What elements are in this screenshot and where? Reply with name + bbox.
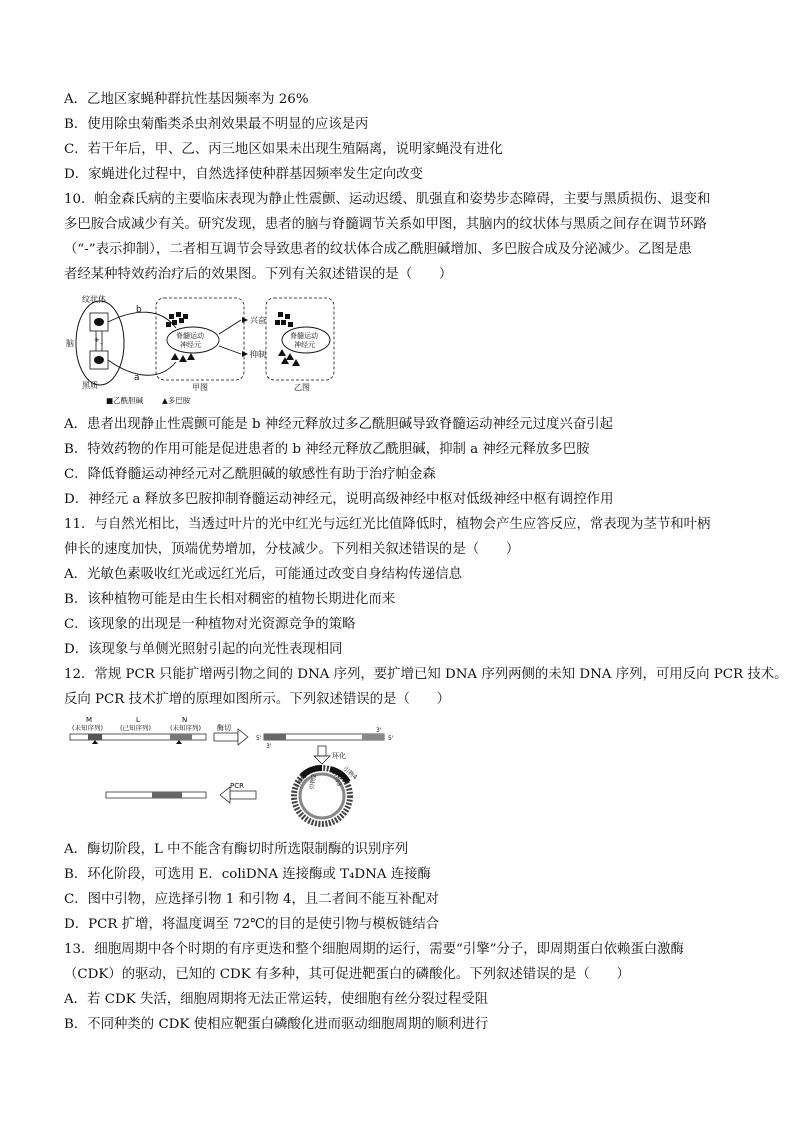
svg-text:5': 5' (388, 735, 394, 742)
option-12c: C．图中引物，应选择引物 1 和引物 4，且二者间不能互补配对 (64, 892, 439, 907)
option-10c: C．降低脊髓运动神经元对乙酰胆碱的敏感性有助于治疗帕金森 (64, 467, 436, 482)
nigra-label: 黑质 (82, 381, 98, 390)
m-sub: (未知序列) (72, 724, 104, 732)
question-13-line-2: （CDK）的驱动，已知的 CDK 有多种，其可促进靶蛋白的磷酸化。下列叙述错误的是（ ） (64, 967, 630, 982)
spinal-neuron-yi (282, 327, 330, 353)
neuron-a-label: a (134, 373, 140, 383)
legend-ach: ■乙酰胆碱 (106, 396, 144, 405)
question-12-line-1: 12．常规 PCR 只能扩增两引物之间的 DNA 序列，要扩增已知 DNA 序列两侧的未知 DNA 序列，可用反向 PCR 技术。 (64, 667, 788, 682)
fig-jia-label: 甲图 (192, 383, 208, 392)
spinal-neuron-jia-line1: 脊髓运动 (176, 332, 204, 340)
primer2-label: 引物2 (308, 773, 319, 791)
option-12b: B．环化阶段，可选用 E．coliDNA 连接酶或 T₄DNA 连接酶 (64, 867, 431, 882)
question-12-line-2: 反向 PCR 技术扩增的原理如图所示。下列叙述错误的是（ ） (64, 692, 451, 707)
option-9a: A．乙地区家蝇种群抗性基因频率为 26% (64, 92, 309, 107)
option-11d: D．该现象与单侧光照射引起的向光性表现相同 (64, 642, 343, 657)
spinal-neuron-jia (167, 327, 219, 353)
neuron-b-label: b (136, 305, 142, 315)
question-10-line-4: 者经某种特效药治疗后的效果图。下列有关叙述错误的是（ ） (64, 267, 453, 282)
spinal-neuron-yi-line1: 脊髓运动 (290, 332, 318, 340)
option-10b: B．特效药物的作用可能是促进患者的 b 神经元释放乙酰胆碱，抑制 a 神经元释放多巴胺 (64, 442, 590, 457)
l-sub: (已知序列) (120, 724, 152, 732)
option-11c: C．该现象的出现是一种植物对光资源竞争的策略 (64, 617, 356, 632)
question-10-line-3: （“-”表示抑制），二者相互调节会导致患者的纹状体合成乙酰胆碱增加、多巴胺合成及分泌减少。乙图是患 (64, 242, 692, 257)
option-13a: A．若 CDK 失活，细胞周期将无法正常运转，使细胞有丝分裂过程受阻 (64, 992, 489, 1007)
inverse-pcr-figure (66, 714, 406, 830)
spinal-neuron-yi-line2: 神经元 (294, 341, 315, 349)
svg-text:3': 3' (376, 727, 382, 734)
primer1-label: 引物1 (294, 772, 309, 791)
question-13-line-1: 13．细胞周期中各个时期的有序更迭和整个细胞周期的运行，需要“引擎”分子，即周期蛋白依赖蛋白激酶 (64, 942, 684, 957)
option-11a: A．光敏色素吸收红光或远红光后，可能通过改变自身结构传递信息 (64, 567, 462, 582)
option-12a: A．酶切阶段，L 中不能含有酶切时所选限制酶的识别序列 (64, 842, 409, 857)
question-10-line-1: 10．帕金森氏病的主要临床表现为静止性震颤、运动迟缓、肌强直和姿势步态障碍，主要与黑质损伤、退变和 (64, 192, 711, 207)
svg-text:3': 3' (266, 743, 272, 750)
m-label: M (86, 716, 93, 724)
question-11-line-2: 伸长的速度加快，顶端优势增加，分枝减少。下列相关叙述错误的是（ ） (64, 542, 520, 557)
option-10d: D．神经元 a 释放多巴胺抑制脊髓运动神经元，说明高级神经中枢对低级神经中枢有调控作用 (64, 492, 614, 507)
option-13b: B．不同种类的 CDK 使相应靶蛋白磷酸化进而驱动细胞周期的顺利进行 (64, 1017, 489, 1032)
svg-text:+: + (94, 336, 100, 344)
n-sub: (未知序列) (170, 724, 202, 732)
inhibit-label: 抑制 (250, 350, 266, 359)
option-10a: A．患者出现静止性震颤可能是 b 神经元释放过多乙酰胆碱导致脊髓运动神经元过度兴奋引起 (64, 417, 613, 432)
spinal-neuron-jia-line2: 神经元 (180, 341, 201, 349)
option-12d: D．PCR 扩增，将温度调至 72℃的目的是使引物与模板链结合 (64, 917, 440, 932)
question-11-line-1: 11．与自然光相比，当透过叶片的光中红光与远红光比值降低时，植物会产生应答反应，常表现为茎节和叶柄 (64, 517, 711, 532)
neuro-regulation-figure (66, 290, 336, 406)
n-label: N (182, 716, 188, 724)
brain-label: 脑 (66, 339, 74, 348)
cut-arrow (214, 733, 238, 741)
svg-text:5': 5' (256, 735, 262, 742)
l-label: L (136, 716, 140, 724)
striatum-label: 纹状体 (82, 295, 106, 304)
legend-da: ▲多巴胺 (162, 396, 191, 405)
excite-label: 兴奋 (250, 316, 266, 325)
circularize-label: 环化 (332, 752, 346, 760)
primer4-label: 引物4 (341, 765, 359, 782)
fig-yi-label: 乙图 (294, 383, 310, 392)
option-9c: C．若干年后，甲、乙、丙三地区如果未出现生殖隔离，说明家蝇没有进化 (64, 142, 503, 157)
pcr-label: PCR (230, 782, 244, 790)
pcr-arrow (230, 791, 256, 799)
svg-text:-: - (100, 340, 103, 348)
option-9b: B．使用除虫菊酯类杀虫剂效果最不明显的应该是丙 (64, 117, 369, 132)
primer3-label: 引物3 (330, 769, 343, 788)
question-10-line-2: 多巴胺合成减少有关。研究发现，患者的脑与脊髓调节关系如甲图，其脑内的纹状体与黑质之间存在调节环路 (64, 217, 707, 232)
option-11b: B．该种植物可能是由生长相对稠密的植物长期进化而来 (64, 592, 396, 607)
cut-label: 酶切 (217, 724, 231, 732)
option-9d: D．家蝇进化过程中，自然选择使种群基因频率发生定向改变 (64, 167, 423, 182)
